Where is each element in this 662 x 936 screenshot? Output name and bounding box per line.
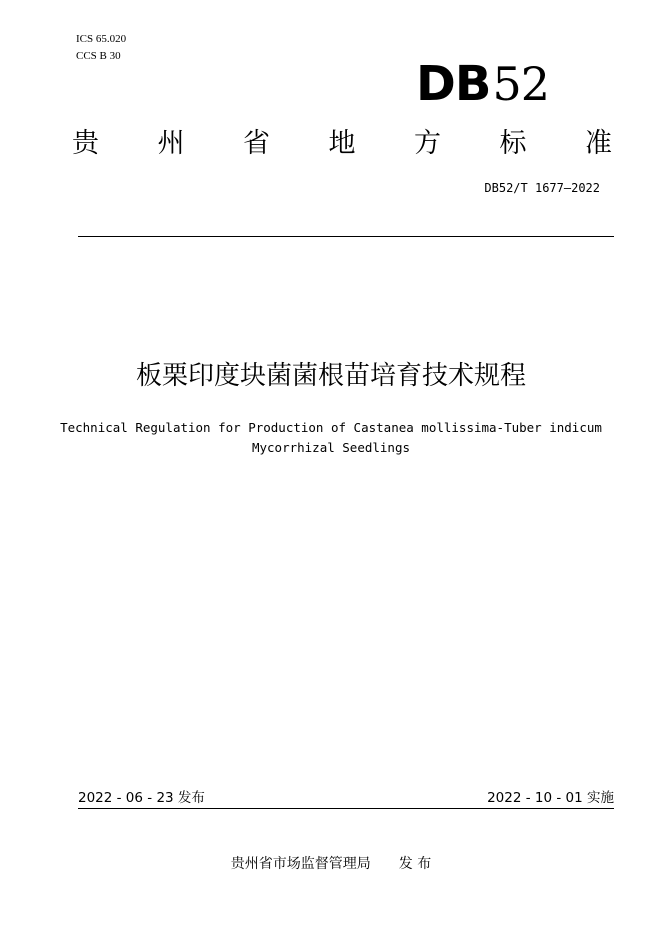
title-char: 准: [585, 128, 612, 159]
en-title-line-1: Technical Regulation for Production of Castanea mollissima-Tuber indicum: [60, 420, 602, 435]
publisher-line: [0, 854, 662, 874]
implementation-date: 2022 - 10 - 01 实施: [487, 790, 614, 806]
logo-number: 52: [492, 57, 549, 111]
standard-number: DB52/T 1677—2022: [484, 181, 600, 195]
document-title-zh: 板栗印度块菌菌根苗培育技术规程: [135, 361, 526, 391]
ccs-code: CCS B 30: [76, 50, 121, 62]
document-title-en: [0, 418, 662, 458]
publisher-action: 发 布: [398, 856, 432, 872]
footer-divider: [78, 808, 614, 809]
title-char: 标: [499, 128, 527, 159]
title-char: 地: [328, 128, 356, 159]
publisher-name: 贵州省市场监督管理局: [230, 856, 371, 872]
db52-logo: [416, 58, 549, 110]
title-char: 方: [414, 128, 441, 159]
en-title-line-2: Mycorrhizal Seedlings: [251, 440, 411, 455]
standard-type-title: [72, 124, 612, 164]
issue-date: 2022 - 06 - 23 发布: [78, 790, 205, 806]
header-divider: [78, 236, 614, 237]
title-char: 省: [243, 128, 270, 159]
title-char: 贵: [72, 128, 99, 159]
ics-code: ICS 65.020: [76, 33, 127, 45]
logo-letters: DB: [416, 56, 491, 112]
title-char: 州: [157, 128, 185, 159]
